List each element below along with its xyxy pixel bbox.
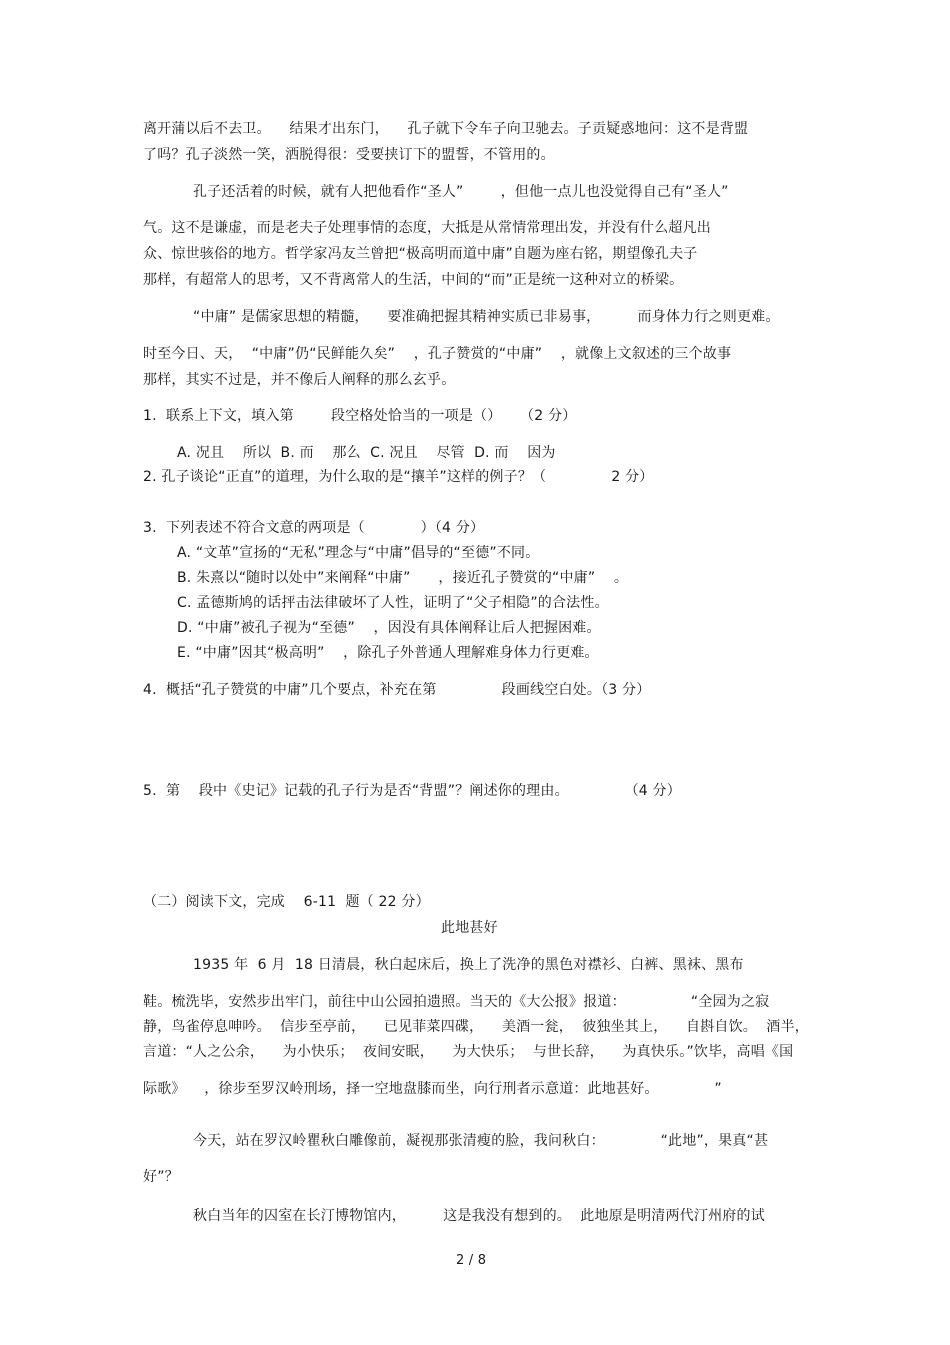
question-3-option-d: D. “中庸”被孔子视为“至德” ，因没有具体阐释让后人把握困难。 <box>177 620 601 636</box>
question-3: 3. 下列表述不符合文意的两项是（ ）（4 分） <box>143 520 485 536</box>
question-2: 2. 孔子谈论“正直”的道理，为什么取的是“攘羊”这样的例子？（ 2 分） <box>143 469 654 485</box>
text-line: 鞋。梳洗毕，安然步出牢门，前往中山公园拍遗照。当天的《大公报》报道： “全园为之寂 <box>143 994 770 1010</box>
text-line: 了吗？孔子淡然一笑，洒脱得很：受要挟订下的盟誓，不管用的。 <box>143 147 555 163</box>
question-3-option-e: E. “中庸”因其“极高明” ，除孔子外普通人理解难身体力行更难。 <box>177 645 599 661</box>
text-line: 气。这不是谦虚，而是老夫子处理事情的态度，大抵是从常情常理出发，并没有什么超凡出 <box>143 220 711 236</box>
text-line: 1935 年 6 月 18 日清晨，秋白起床后，换上了洗净的黑色对襟衫、白裤、黑袜、黑布 <box>193 957 744 973</box>
text-line: 好”？ <box>143 1169 179 1185</box>
text-line: 言道：“人之公余， 为小快乐； 夜间安眠， 为大快乐； 与世长辞， 为真快乐。”饮毕，高唱《国 <box>143 1044 794 1060</box>
text-line: 那样，其实不过是，并不像后人阐释的那么玄乎。 <box>143 372 456 388</box>
text-line: 今天，站在罗汉岭瞿秋白雕像前，凝视那张清瘦的脸，我问秋白： “此地”，果真“甚 <box>193 1133 769 1149</box>
text-line: 众、惊世骇俗的地方。哲学家冯友兰曾把“极高明而道中庸”自题为座右铭，期望像孔夫子 <box>143 246 698 262</box>
text-line: 时至今日、天， “中庸”仍“民鲜能久矣” ，孔子赞赏的“中庸” ，就像上文叙述的三个故事 <box>143 346 732 362</box>
section-heading: （二）阅读下文，完成 6-11 题（ 22 分） <box>143 894 430 910</box>
text-line: 孔子还活着的时候，就有人把他看作“圣人” ，但他一点儿也没觉得自己有“圣人” <box>193 184 729 200</box>
page-number: 2 / 8 <box>456 1253 487 1268</box>
text-line: 静，鸟雀停息呻吟。 信步至亭前， 已见菲菜四碟， 美酒一瓮， 彼独坐其上， 自斟自饮。 酒半， <box>143 1019 809 1035</box>
question-3-option-c: C. 孟德斯鸠的话抨击法律破坏了人性，证明了“父子相隐”的合法性。 <box>177 595 609 611</box>
question-1: 1. 联系上下文，填入第 段空格处恰当的一项是（） （2 分） <box>143 408 577 424</box>
text-line: 那样，有超常人的思考，又不背离常人的生活，中间的“而”正是统一这种对立的桥梁。 <box>143 272 684 288</box>
question-3-option-b: B. 朱熹以“随时以处中”来阐释“中庸” ，接近孔子赞赏的“中庸” 。 <box>177 570 629 586</box>
text-line: 秋白当年的囚室在长汀博物馆内， 这是我没有想到的。 此地原是明清两代汀州府的试 <box>193 1208 765 1224</box>
question-3-option-a: A. “文革”宣扬的“无私”理念与“中庸”倡导的“至德”不同。 <box>177 545 540 561</box>
question-1-options: A. 况且 所以 B. 而 那么 C. 况且 尽管 D. 而 因为 <box>177 445 556 461</box>
question-5: 5. 第 段中《史记》记载的孔子行为是否“背盟”？阐述你的理由。 （4 分） <box>143 783 681 799</box>
text-line: 际歌》 ，徐步至罗汉岭刑场，择一空地盘膝而坐，向行刑者示意道：此地甚好。 ” <box>143 1081 722 1097</box>
question-4: 4. 概括“孔子赞赏的中庸”几个要点，补充在第 段画线空白处。（3 分） <box>143 682 651 698</box>
text-line: “中庸” 是儒家思想的精髓， 要准确把握其精神实质已非易事， 而身体力行之则更难。 <box>193 309 780 325</box>
article-title: 此地甚好 <box>441 920 498 936</box>
text-line: 离开蒲以后不去卫。 结果才出东门， 孔子就下令车子向卫驰去。子贡疑惑地问：这不是背盟 <box>143 121 749 137</box>
